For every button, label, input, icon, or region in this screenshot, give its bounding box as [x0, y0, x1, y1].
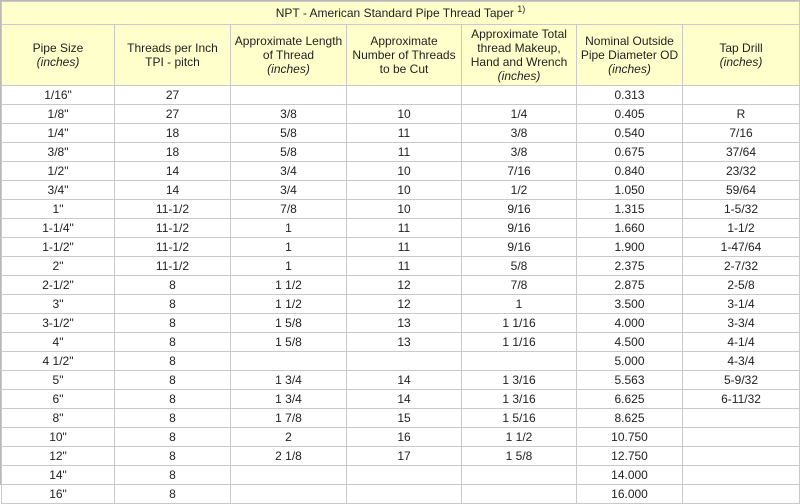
cell-pipe-size: 5": [2, 371, 115, 390]
cell-thread-makeup: [462, 485, 577, 504]
cell-tap-drill: [683, 428, 800, 447]
cell-number-threads: 11: [347, 219, 462, 238]
cell-outside-diameter: 12.750: [577, 447, 683, 466]
cell-thread-length: 1: [231, 219, 347, 238]
cell-thread-length: 1 1/2: [231, 295, 347, 314]
cell-tpi: 27: [115, 86, 231, 105]
cell-number-threads: [347, 352, 462, 371]
cell-thread-makeup: 1: [462, 295, 577, 314]
cell-pipe-size: 8": [2, 409, 115, 428]
cell-thread-length: 1 3/4: [231, 390, 347, 409]
cell-number-threads: 12: [347, 295, 462, 314]
cell-number-threads: [347, 86, 462, 105]
cell-pipe-size: 16": [2, 485, 115, 504]
column-header-label: Tap Drill: [719, 41, 763, 55]
cell-tap-drill: 59/64: [683, 181, 800, 200]
cell-number-threads: [347, 485, 462, 504]
cell-thread-length: 2 1/8: [231, 447, 347, 466]
column-header-unit: (inches): [608, 62, 651, 76]
cell-thread-length: 7/8: [231, 200, 347, 219]
table-row: [2, 257, 800, 276]
cell-thread-makeup: 1 5/16: [462, 409, 577, 428]
column-header-tpi: [115, 25, 231, 86]
cell-tap-drill: 3-1/4: [683, 295, 800, 314]
cell-tpi: 18: [115, 143, 231, 162]
cell-thread-length: 1 5/8: [231, 314, 347, 333]
cell-tpi: 11-1/2: [115, 219, 231, 238]
cell-outside-diameter: 4.500: [577, 333, 683, 352]
cell-thread-length: 1: [231, 257, 347, 276]
cell-pipe-size: 3/8": [2, 143, 115, 162]
cell-tap-drill: 1-1/2: [683, 219, 800, 238]
cell-thread-makeup: [462, 352, 577, 371]
table-row: [2, 428, 800, 447]
cell-thread-length: 1 1/2: [231, 276, 347, 295]
table-row: [2, 143, 800, 162]
cell-tpi: 27: [115, 105, 231, 124]
cell-outside-diameter: 4.000: [577, 314, 683, 333]
cell-thread-makeup: 9/16: [462, 200, 577, 219]
cell-number-threads: 11: [347, 257, 462, 276]
column-header-thread-length: [231, 25, 347, 86]
column-header-tap-drill: [683, 25, 800, 86]
cell-pipe-size: 1/2": [2, 162, 115, 181]
table-row: [2, 314, 800, 333]
cell-number-threads: 10: [347, 105, 462, 124]
cell-tpi: 14: [115, 162, 231, 181]
cell-pipe-size: 1/4": [2, 124, 115, 143]
table-row: [2, 466, 800, 485]
column-header-unit: (inches): [36, 55, 80, 69]
cell-tpi: 8: [115, 466, 231, 485]
cell-pipe-size: 14": [2, 466, 115, 485]
column-header-unit: (inches): [719, 55, 763, 69]
column-header-unit: (inches): [267, 62, 310, 76]
cell-thread-makeup: 9/16: [462, 219, 577, 238]
cell-number-threads: 13: [347, 333, 462, 352]
cell-number-threads: [347, 466, 462, 485]
cell-tap-drill: R: [683, 105, 800, 124]
cell-tap-drill: 6-11/32: [683, 390, 800, 409]
cell-thread-makeup: 1 1/16: [462, 314, 577, 333]
cell-tpi: 8: [115, 409, 231, 428]
cell-thread-makeup: 1/4: [462, 105, 577, 124]
cell-thread-length: 1: [231, 238, 347, 257]
table-title: [2, 2, 800, 25]
cell-outside-diameter: 0.313: [577, 86, 683, 105]
column-header-number-threads: [347, 25, 462, 86]
cell-outside-diameter: 5.000: [577, 352, 683, 371]
table-row: [2, 86, 800, 105]
cell-tpi: 8: [115, 333, 231, 352]
cell-pipe-size: 1/8": [2, 105, 115, 124]
cell-pipe-size: 3/4": [2, 181, 115, 200]
column-header-row: [2, 25, 800, 86]
npt-thread-table: [1, 1, 800, 504]
column-header-pipe-size: [2, 25, 115, 86]
column-header-label: Nominal Outside Pipe Diameter OD: [580, 34, 679, 62]
cell-thread-makeup: 5/8: [462, 257, 577, 276]
table-row: [2, 352, 800, 371]
cell-number-threads: 10: [347, 200, 462, 219]
cell-tpi: 8: [115, 371, 231, 390]
cell-thread-length: 2: [231, 428, 347, 447]
cell-tap-drill: [683, 466, 800, 485]
table-row: [2, 181, 800, 200]
cell-thread-makeup: 7/8: [462, 276, 577, 295]
cell-thread-length: 3/4: [231, 181, 347, 200]
cell-thread-makeup: 7/16: [462, 162, 577, 181]
cell-number-threads: 12: [347, 276, 462, 295]
column-header-label: Approximate Total thread Makeup, Hand and Wrench: [470, 27, 568, 69]
cell-tap-drill: [683, 409, 800, 428]
cell-thread-makeup: 1 1/2: [462, 428, 577, 447]
cell-outside-diameter: 14.000: [577, 466, 683, 485]
cell-pipe-size: 1": [2, 200, 115, 219]
cell-thread-makeup: [462, 466, 577, 485]
table-row: [2, 333, 800, 352]
cell-pipe-size: 2-1/2": [2, 276, 115, 295]
cell-thread-length: 1 5/8: [231, 333, 347, 352]
cell-thread-makeup: 1 3/16: [462, 390, 577, 409]
cell-outside-diameter: 5.563: [577, 371, 683, 390]
cell-tap-drill: [683, 447, 800, 466]
cell-number-threads: 14: [347, 371, 462, 390]
table-row: [2, 295, 800, 314]
cell-thread-makeup: 9/16: [462, 238, 577, 257]
cell-tpi: 8: [115, 428, 231, 447]
cell-tap-drill: 7/16: [683, 124, 800, 143]
cell-outside-diameter: 0.540: [577, 124, 683, 143]
cell-pipe-size: 1/16": [2, 86, 115, 105]
cell-number-threads: 14: [347, 390, 462, 409]
cell-thread-makeup: 3/8: [462, 124, 577, 143]
column-header-label: Threads per Inch TPI - pitch: [127, 41, 218, 69]
cell-tpi: 8: [115, 295, 231, 314]
table-row: [2, 447, 800, 466]
cell-outside-diameter: 2.375: [577, 257, 683, 276]
cell-thread-length: [231, 86, 347, 105]
cell-outside-diameter: 1.050: [577, 181, 683, 200]
table-body: [2, 86, 800, 504]
cell-outside-diameter: 3.500: [577, 295, 683, 314]
cell-pipe-size: 4": [2, 333, 115, 352]
table-row: [2, 409, 800, 428]
cell-number-threads: 17: [347, 447, 462, 466]
cell-number-threads: 10: [347, 162, 462, 181]
cell-tap-drill: [683, 485, 800, 504]
cell-outside-diameter: 8.625: [577, 409, 683, 428]
cell-pipe-size: 3": [2, 295, 115, 314]
cell-outside-diameter: 10.750: [577, 428, 683, 447]
cell-tpi: 8: [115, 276, 231, 295]
cell-thread-makeup: 1 5/8: [462, 447, 577, 466]
cell-number-threads: 16: [347, 428, 462, 447]
cell-outside-diameter: 2.875: [577, 276, 683, 295]
column-header-label: Approximate Number of Threads to be Cut: [352, 34, 456, 76]
cell-tpi: 8: [115, 485, 231, 504]
cell-tap-drill: 4-1/4: [683, 333, 800, 352]
cell-tpi: 8: [115, 390, 231, 409]
cell-outside-diameter: 0.405: [577, 105, 683, 124]
cell-pipe-size: 3-1/2": [2, 314, 115, 333]
cell-outside-diameter: 1.315: [577, 200, 683, 219]
cell-thread-length: 1 3/4: [231, 371, 347, 390]
table-row: [2, 200, 800, 219]
table-row: [2, 238, 800, 257]
cell-outside-diameter: 1.900: [577, 238, 683, 257]
cell-outside-diameter: 0.675: [577, 143, 683, 162]
table-row: [2, 162, 800, 181]
cell-pipe-size: 4 1/2": [2, 352, 115, 371]
cell-thread-makeup: 1 1/16: [462, 333, 577, 352]
table-row: [2, 219, 800, 238]
cell-tap-drill: 37/64: [683, 143, 800, 162]
cell-pipe-size: 12": [2, 447, 115, 466]
cell-number-threads: 13: [347, 314, 462, 333]
table-row: [2, 371, 800, 390]
table-title-text: NPT - American Standard Pipe Thread Taper: [275, 6, 514, 20]
cell-tpi: 11-1/2: [115, 257, 231, 276]
cell-thread-makeup: 1/2: [462, 181, 577, 200]
table-title-row: [2, 2, 800, 25]
cell-thread-makeup: 3/8: [462, 143, 577, 162]
table-row: [2, 124, 800, 143]
cell-tpi: 18: [115, 124, 231, 143]
cell-thread-length: 1 7/8: [231, 409, 347, 428]
cell-tap-drill: 23/32: [683, 162, 800, 181]
cell-thread-length: [231, 352, 347, 371]
column-header-outside-diameter: [577, 25, 683, 86]
cell-thread-makeup: 1 3/16: [462, 371, 577, 390]
cell-pipe-size: 1-1/4": [2, 219, 115, 238]
cell-tap-drill: 2-5/8: [683, 276, 800, 295]
cell-tap-drill: [683, 86, 800, 105]
column-header-label: Pipe Size: [32, 41, 84, 55]
cell-number-threads: 11: [347, 238, 462, 257]
cell-tap-drill: 1-5/32: [683, 200, 800, 219]
cell-thread-length: 5/8: [231, 143, 347, 162]
cell-number-threads: 11: [347, 143, 462, 162]
cell-tap-drill: 1-47/64: [683, 238, 800, 257]
cell-tap-drill: 3-3/4: [683, 314, 800, 333]
table-row: [2, 390, 800, 409]
cell-outside-diameter: 16.000: [577, 485, 683, 504]
cell-thread-length: 3/8: [231, 105, 347, 124]
cell-tpi: 8: [115, 447, 231, 466]
cell-pipe-size: 10": [2, 428, 115, 447]
cell-outside-diameter: 6.625: [577, 390, 683, 409]
table-row: [2, 105, 800, 124]
cell-outside-diameter: 0.840: [577, 162, 683, 181]
cell-number-threads: 10: [347, 181, 462, 200]
cell-outside-diameter: 1.660: [577, 219, 683, 238]
cell-thread-length: 3/4: [231, 162, 347, 181]
table-row: [2, 276, 800, 295]
cell-pipe-size: 2": [2, 257, 115, 276]
cell-pipe-size: 6": [2, 390, 115, 409]
cell-pipe-size: 1-1/2": [2, 238, 115, 257]
table-row: [2, 485, 800, 504]
cell-tpi: 8: [115, 314, 231, 333]
cell-tpi: 11-1/2: [115, 200, 231, 219]
cell-tpi: 14: [115, 181, 231, 200]
cell-thread-length: [231, 485, 347, 504]
cell-tpi: 8: [115, 352, 231, 371]
column-header-thread-makeup: [462, 25, 577, 86]
column-header-label: Approximate Length of Thread: [234, 34, 343, 62]
table-title-footnote: 1): [517, 4, 526, 14]
cell-tpi: 11-1/2: [115, 238, 231, 257]
cell-tap-drill: 5-9/32: [683, 371, 800, 390]
cell-number-threads: 15: [347, 409, 462, 428]
column-header-unit: (inches): [497, 69, 541, 83]
cell-number-threads: 11: [347, 124, 462, 143]
cell-thread-length: [231, 466, 347, 485]
cell-thread-length: 5/8: [231, 124, 347, 143]
cell-tap-drill: 2-7/32: [683, 257, 800, 276]
cell-tap-drill: 4-3/4: [683, 352, 800, 371]
cell-thread-makeup: [462, 86, 577, 105]
